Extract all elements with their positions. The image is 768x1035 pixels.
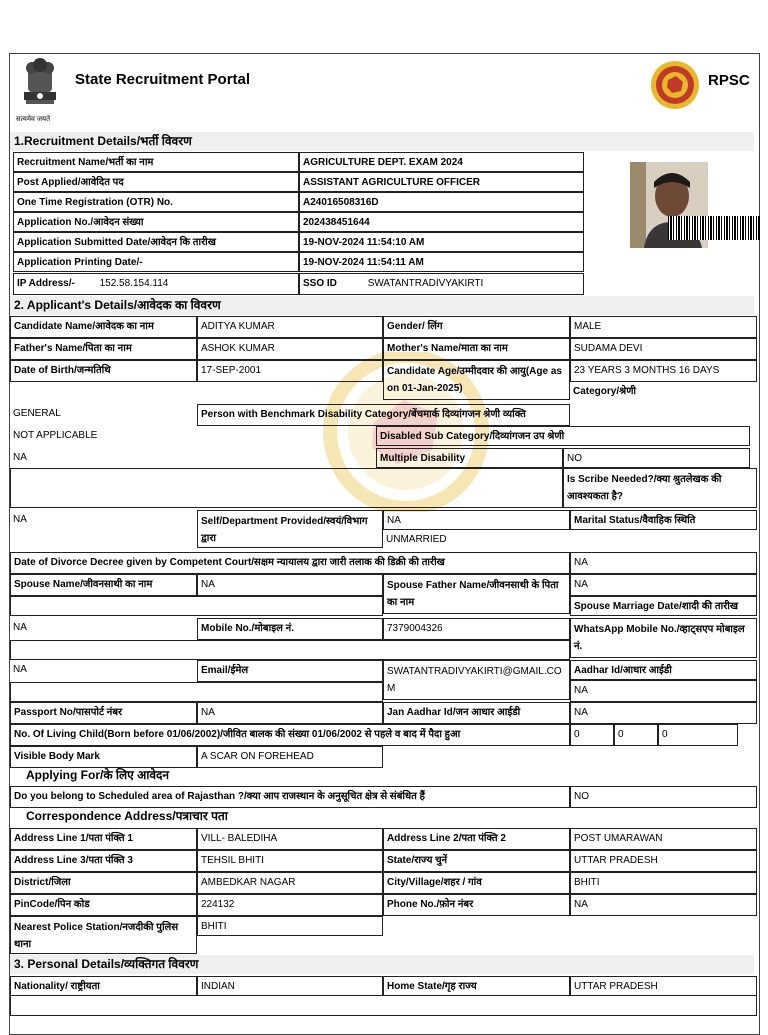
passport-value: NA bbox=[197, 702, 383, 724]
living-child-label: No. Of Living Child(Born before 01/06/2002)/जीवित बालक की संख्या 01/06/2002 से पहले व बाद में पैदा हुआ bbox=[10, 724, 570, 746]
address-line1-value: VILL- BALEDIHA bbox=[197, 828, 383, 850]
whatsapp-label: WhatsApp Mobile No./व्हाट्सएप मोबाइल नं. bbox=[570, 618, 757, 658]
dob-label: Date of Birth/जन्मतिथि bbox=[10, 360, 197, 382]
blank-cell bbox=[10, 640, 570, 660]
police-station-label: Nearest Police Station/नजदीकी पुलिस थाना bbox=[10, 916, 197, 954]
divorce-date-value: NA bbox=[570, 552, 757, 574]
scheduled-area-value: NO bbox=[570, 786, 757, 808]
application-no-value: 202438451644 bbox=[299, 212, 584, 232]
phone-value: NA bbox=[570, 894, 757, 916]
divorce-date-label: Date of Divorce Decree given by Competent Court/सक्षम न्यायालय द्वारा जारी तलाक की डिक्री की तारीख bbox=[10, 552, 570, 574]
gender-label: Gender/ लिंग bbox=[383, 316, 570, 338]
recruitment-name-value: AGRICULTURE DEPT. EXAM 2024 bbox=[299, 152, 584, 172]
scribe-label: Is Scribe Needed?/क्या श्रुतलेखक की आवश्यकता है? bbox=[563, 468, 757, 508]
address-line2-value: POST UMARAWAN bbox=[570, 828, 757, 850]
section-recruitment-details: 1.Recruitment Details/भर्ती विवरण bbox=[10, 132, 754, 151]
post-applied-value: ASSISTANT AGRICULTURE OFFICER bbox=[299, 172, 584, 192]
blank-cell bbox=[10, 682, 383, 702]
address-line3-label: Address Line 3/पता पंक्ति 3 bbox=[10, 850, 197, 872]
page-header bbox=[10, 54, 758, 130]
spouse-father-label: Spouse Father Name/जीवनसाथी के पिता का नाम bbox=[383, 574, 570, 614]
sso-id-value: SWATANTRADIVYAKIRTI bbox=[367, 278, 484, 289]
body-mark-label: Visible Body Mark bbox=[10, 746, 197, 768]
police-station-value: BHITI bbox=[197, 916, 383, 936]
blank-cell bbox=[10, 996, 757, 1016]
state-label: State/राज्य चुनें bbox=[383, 850, 570, 872]
phone-label: Phone No./फ़ोन नंबर bbox=[383, 894, 570, 916]
age-value: 23 YEARS 3 MONTHS 16 DAYS bbox=[570, 360, 757, 382]
section-correspondence-address: Correspondence Address/पत्राचार पता bbox=[26, 809, 228, 823]
aadhar-label: Aadhar Id/आधार आईडी bbox=[570, 660, 757, 680]
candidate-name-label: Candidate Name/आवेदक का नाम bbox=[10, 316, 197, 338]
scribe-value: NA bbox=[13, 514, 27, 525]
section-applicant-details: 2. Applicant's Details/आवेदक का विवरण bbox=[10, 296, 754, 315]
multiple-disability-value: NO bbox=[563, 448, 750, 468]
state-value: UTTAR PRADESH bbox=[570, 850, 757, 872]
email-value: SWATANTRADIVYAKIRTI@GMAIL.COM bbox=[383, 660, 570, 700]
district-label: District/जिला bbox=[10, 872, 197, 894]
disabled-sub-value: NA bbox=[13, 452, 27, 463]
post-applied-label: Post Applied/आवेदित पद bbox=[13, 172, 299, 192]
section-personal-details: 3. Personal Details/व्यक्तिगत विवरण bbox=[10, 955, 754, 974]
home-state-label: Home State/गृह राज्य bbox=[383, 976, 570, 996]
emblem-motto: सत्यमेव जयते bbox=[16, 116, 51, 123]
disabled-sub-label: Disabled Sub Category/दिव्यांगजन उप श्रेणी bbox=[376, 426, 750, 446]
category-label: Category/श्रेणी bbox=[573, 386, 637, 397]
living-child-count-3: 0 bbox=[658, 724, 738, 746]
aadhar-value: NA bbox=[570, 680, 757, 702]
self-dept-value: NA bbox=[383, 510, 570, 530]
address-line2-label: Address Line 2/पता पंक्ति 2 bbox=[383, 828, 570, 850]
otr-value: A24016508316D bbox=[299, 192, 584, 212]
candidate-name-value: ADITYA KUMAR bbox=[197, 316, 383, 338]
mobile-label: Mobile No./मोबाइल नं. bbox=[197, 618, 383, 640]
submitted-date-label: Application Submitted Date/आवेदन कि तारीख bbox=[13, 232, 299, 252]
submitted-date-value: 19-NOV-2024 11:54:10 AM bbox=[299, 232, 584, 252]
jan-aadhar-label: Jan Aadhar Id/जन आधार आईडी bbox=[383, 702, 570, 724]
application-no-label: Application No./आवेदन संख्या bbox=[13, 212, 299, 232]
marriage-date-value: NA bbox=[13, 622, 27, 633]
ip-address-label: IP Address/- bbox=[17, 278, 75, 289]
sso-id-cell bbox=[299, 273, 584, 295]
living-child-count-2: 0 bbox=[614, 724, 658, 746]
otr-label: One Time Registration (OTR) No. bbox=[13, 192, 299, 212]
spouse-name-value: NA bbox=[197, 574, 383, 596]
pincode-value: 224132 bbox=[197, 894, 383, 916]
ip-address-cell bbox=[13, 273, 299, 295]
spouse-father-value: NA bbox=[570, 574, 757, 596]
spouse-name-label: Spouse Name/जीवनसाथी का नाम bbox=[10, 574, 197, 596]
marital-status-label: Marital Status/वैवाहिक स्थिति bbox=[570, 510, 757, 530]
gender-value: MALE bbox=[570, 316, 757, 338]
marital-status-value: UNMARRIED bbox=[386, 534, 447, 545]
ip-address-value: 152.58.154.114 bbox=[99, 278, 169, 289]
living-child-count-1: 0 bbox=[570, 724, 614, 746]
mobile-value: 7379004326 bbox=[383, 618, 570, 640]
marriage-date-label: Spouse Marriage Date/शादी की तारीख bbox=[570, 596, 757, 616]
whatsapp-value: NA bbox=[13, 664, 27, 675]
mother-name-label: Mother's Name/माता का नाम bbox=[383, 338, 570, 360]
email-label: Email/ईमेल bbox=[197, 660, 383, 682]
blank-cell bbox=[10, 468, 563, 508]
pwbd-label: Person with Benchmark Disability Category/बेंचमार्क दिव्यांगजन श्रेणी व्यक्ति bbox=[197, 404, 570, 426]
body-mark-value: A SCAR ON FOREHEAD bbox=[197, 746, 383, 768]
self-dept-label: Self/Department Provided/स्वयं/विभाग द्वारा bbox=[197, 510, 383, 548]
portal-title: State Recruitment Portal bbox=[75, 71, 251, 88]
barcode-image bbox=[668, 216, 760, 240]
city-value: BHITI bbox=[570, 872, 757, 894]
multiple-disability-label: Multiple Disability bbox=[376, 448, 563, 468]
blank-cell bbox=[10, 596, 383, 616]
recruitment-name-label: Recruitment Name/भर्ती का नाम bbox=[13, 152, 299, 172]
printing-date-label: Application Printing Date/- bbox=[13, 252, 299, 272]
address-line3-value: TEHSIL BHITI bbox=[197, 850, 383, 872]
passport-label: Passport No/पासपोर्ट नंबर bbox=[10, 702, 197, 724]
nationality-value: INDIAN bbox=[197, 976, 383, 996]
pincode-label: PinCode/पिन कोड bbox=[10, 894, 197, 916]
scheduled-area-label: Do you belong to Scheduled area of Rajasthan ?/क्या आप राजस्थान के अनुसूचित क्षेत्र से संबंधित हैं bbox=[10, 786, 570, 808]
nationality-label: Nationality/ राष्ट्रीयता bbox=[10, 976, 197, 996]
rpsc-label: RPSC bbox=[708, 72, 750, 89]
father-name-value: ASHOK KUMAR bbox=[197, 338, 383, 360]
printing-date-value: 19-NOV-2024 11:54:11 AM bbox=[299, 252, 584, 272]
jan-aadhar-value: NA bbox=[570, 702, 757, 724]
mother-name-value: SUDAMA DEVI bbox=[570, 338, 757, 360]
district-value: AMBEDKAR NAGAR bbox=[197, 872, 383, 894]
pwbd-value: NOT APPLICABLE bbox=[13, 430, 98, 441]
category-value: GENERAL bbox=[13, 408, 61, 419]
address-line1-label: Address Line 1/पता पंक्ति 1 bbox=[10, 828, 197, 850]
age-label: Candidate Age/उम्मीदवार की आयु(Age as on 01-Jan-2025) bbox=[383, 360, 570, 400]
home-state-value: UTTAR PRADESH bbox=[570, 976, 757, 996]
dob-value: 17-SEP-2001 bbox=[197, 360, 383, 382]
section-applying-for: Applying For/के लिए आवेदन bbox=[26, 768, 170, 782]
city-label: City/Village/शहर / गांव bbox=[383, 872, 570, 894]
rpsc-logo-icon bbox=[650, 58, 700, 112]
father-name-label: Father's Name/पिता का नाम bbox=[10, 338, 197, 360]
sso-id-label: SSO ID bbox=[303, 278, 337, 289]
national-emblem-icon bbox=[14, 56, 66, 124]
